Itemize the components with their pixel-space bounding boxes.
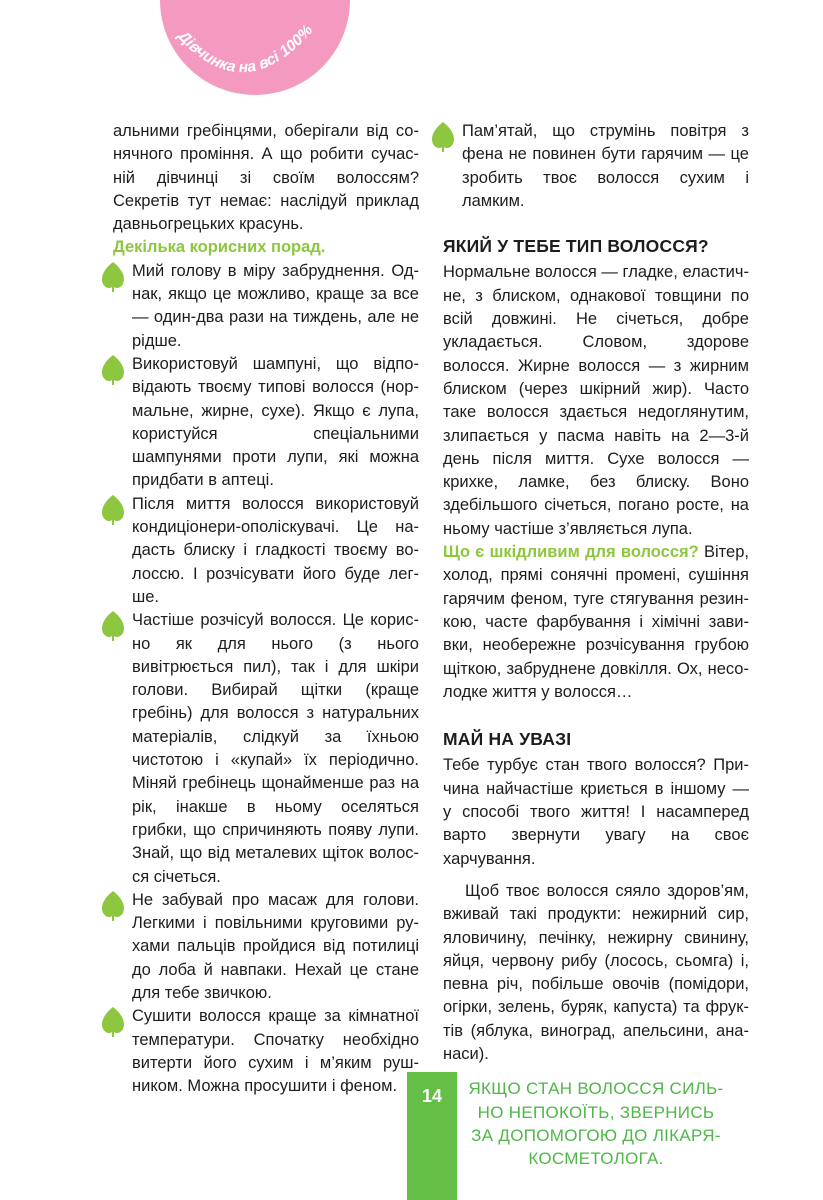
page-number: 14 — [421, 1086, 443, 1106]
tip-text: Не забувай про масаж для голови. Легкими і повільними круговими рухами пальців пройдися від потилиці до лоба й навпаки. Нехай це стане для тебе звичкою. — [132, 890, 419, 1002]
leaf-icon — [100, 261, 126, 293]
tip-item — [113, 1005, 419, 1098]
tip-item — [113, 493, 419, 609]
hair-type-paragraph: Нормальне волосся — гладке, еластичне, з блиском, однакової товщини по всій довжині. Не січеться, добре укладається. Словом, здорове волосся. Жирне волосся — з жирним блиском (через шкірний жир). Часто таке волосся здається недоглянутим, злипається у пасма навіть на 2—3-й день після миття. Сухе волосся — крихке, ламке, без блиску. Воно здебільшого січеться, погано росте, на ньому частіше з’являється лупа. — [443, 263, 749, 538]
harmful-paragraph — [443, 541, 749, 704]
tip-text: Частіше розчісуй волосся. Це корисно як для нього (з нього вивітрюється пил), так і для шкіри голови. Вибирай щітки (краще гребінь) для волосся з натуральних матеріалів, слідкуй за їхньою чистотою і «купай» їх періодично. Міняй гребінець щонайменше раз на рік, інакше в ньому оселяться грибки, що спричиняють появу лупи. Знай, що від металевих щіток волосся січеться. — [132, 611, 419, 886]
note-paragraph: Тебе турбує стан твого волосся? Причина найчастіше криється в іншому — у способі твого життя! І насамперед варто звернути увагу на своє харчування. — [443, 756, 749, 868]
tip-text: Мий голову в міру забруднення. Однак, якщо це можливо, краще за все — один-два рази на тиждень, але не рідше. — [132, 261, 419, 350]
leaf-icon — [100, 354, 126, 386]
doctor-callout — [443, 1077, 749, 1170]
badge-title — [160, 0, 350, 95]
nutrition-paragraph: Щоб твоє волосся сяяло здоров’ям, вживай такі продукти: нежирний сир, яловичину, печінку, нежирну свинину, яйця, червону рибу (лосось, сьомга) і, певна річ, побільше овочів (помідори, огірки, зелень, буряк, капуста) та фруктів (яблука, виноград, апельсини, ананаси). — [443, 881, 749, 1063]
tip-item — [113, 889, 419, 1005]
note-heading: МАЙ НА УВАЗІ — [443, 729, 572, 750]
leaf-icon — [100, 890, 126, 922]
tip-item — [113, 353, 419, 493]
hair-type-heading: ЯКИЙ У ТЕБЕ ТИП ВОЛОССЯ? — [443, 236, 709, 257]
callout-line: ЯКЩО СТАН ВОЛОССЯ СИЛЬ- — [468, 1079, 724, 1099]
tip-item — [113, 609, 419, 889]
page-number-tab — [407, 1072, 457, 1200]
tip-text: Після миття волосся використовуй кондиціонери-ополіскувачі. Це надасть блиску і гладкості твоєму волоссю. І розчісувати його буде легше. — [132, 494, 419, 606]
callout-line: НО НЕПОКОЇТЬ, ЗВЕРНИСЬ — [477, 1102, 715, 1122]
tip-item — [113, 260, 419, 353]
harmful-question: Що є шкідливим для волосся? — [443, 543, 699, 562]
intro-paragraph: альними гребінцями, оберігали від сонячного проміння. А що робити сучасній дівчинці зі своїм волоссям? Секретів тут немає: наслідуй приклад давньогрецьких красунь. — [113, 122, 419, 234]
svg-text:Дівчинка на всі 100% — [173, 22, 316, 77]
harmful-text: Вітер, холод, прямі сонячні промені, сушіння гарячим феном, туге стягування резинкою, часте фарбування і хімічні завивки, необережне розчісування грубою щіткою, забруднене довкілля. Ох, несолодке життя у волосся… — [443, 543, 749, 701]
tip-text: Використовуй шампуні, що відповідають твоєму типові волосся (нормальне, жирне, сухе). Якщо є лупа, користуйся спеціальними шампунями проти лупи, які можна придбати в аптеці. — [132, 354, 419, 490]
callout-line: КОСМЕТОЛОГА. — [528, 1149, 664, 1169]
leaf-icon — [100, 1006, 126, 1038]
right-column — [443, 120, 749, 1170]
leaf-icon — [430, 121, 456, 153]
left-column — [113, 120, 419, 1098]
tips-subheading: Декілька корисних порад. — [113, 238, 326, 257]
leaf-icon — [100, 610, 126, 642]
tip-text: Сушити волосся краще за кімнатної температури. Спочатку необхідно витерти його сухим і м’яким рушником. Можна просушити і феном. — [132, 1007, 419, 1096]
badge-text: Дівчинка на всі 100% — [174, 21, 317, 77]
tip-text: Пам’ятай, що струмінь повітря з фена не повинен бути гарячим — це зробить твоє волосся сухим і ламким. — [462, 122, 749, 210]
leaf-icon — [100, 494, 126, 526]
callout-line: ЗА ДОПОМОГОЮ ДО ЛІКАРЯ- — [471, 1125, 721, 1145]
tip-item — [443, 120, 749, 213]
